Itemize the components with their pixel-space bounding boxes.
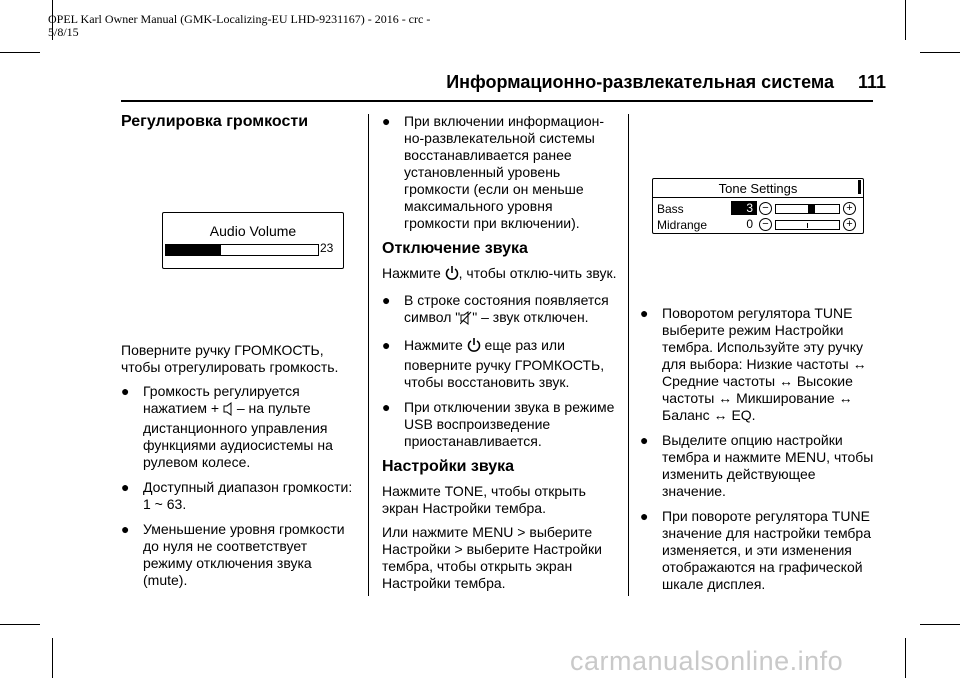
crop-mark [905,0,906,40]
column-divider [368,114,369,596]
tone-slider [775,220,840,230]
tone-settings-title: Tone Settings [718,181,798,196]
section-heading-tone: Настройки звука [382,458,515,475]
crop-mark [0,624,40,625]
scroll-indicator [858,180,861,194]
power-icon [445,265,459,285]
crop-mark [920,52,960,53]
mute-text: Нажмите [382,265,445,281]
list-item [640,508,875,593]
bullet-text: Нажмите [404,337,467,353]
print-metadata-line1: OPEL Karl Owner Manual (GMK-Localizing-EU LHD-9231167) - 2016 - crc - [48,12,431,26]
bullet-dot: ● [121,479,130,495]
minus-icon: − [759,202,772,215]
tone-row-midrange [653,217,863,233]
bullet-dot: ● [382,292,391,308]
bullet-text: Уменьшение уровня громкости до нуля не соответствует режиму отключения звука (mute). [143,521,345,588]
list-item [382,337,618,391]
volume-value: 23 [320,241,334,255]
tone-row-value: 3 [731,201,757,215]
bullet-text: Поворотом регулятора TUNE выберите режим Настройки тембра. Используйте эту ручку для выбора: Низкие частоты ↔ Средние частоты ↔ Высокие частоты ↔ Микширование ↔ Баланс ↔ EQ. [662,305,867,423]
watermark: carmanualsonline.info [570,646,844,676]
list-item [382,113,618,232]
tone-row-value: 0 [746,217,753,231]
bullet-text: " – звук отключен. [472,309,589,325]
bullet-dot: ● [121,521,130,537]
tone-paragraph: Или нажмите MENU > выберите Настройки > выберите Настройки тембра, чтобы открыть экран Настройки тембра. [382,524,602,591]
list-item [121,479,356,513]
page-header [446,72,886,93]
bullet-dot: ● [640,508,649,524]
column-3-body [640,305,875,601]
bullet-dot: ● [382,337,391,353]
print-metadata-line2: 5/8/15 [48,25,79,39]
column-1 [121,113,356,138]
header-rule [121,100,873,102]
bullet-text: При включении информацион-но-развлекательной системы восстанавливается ранее установленный уровень громкости (если он меньше максимального уровня громкости при включении). [404,113,605,231]
list-item [121,383,356,471]
section-heading-mute: Отключение звука [382,240,528,257]
list-item [382,399,618,450]
mute-instruction [382,265,618,285]
mute-text: , чтобы отклю-чить звук. [458,265,617,281]
bullet-dot: ● [382,113,391,129]
mute-icon [460,311,472,329]
bullet-text: Выделите опцию настройки тембра и нажмите MENU, чтобы изменить действующее значение. [662,432,874,499]
list-item [640,305,875,424]
tone-settings-screen [652,178,864,234]
page-number: 111 [857,72,886,92]
audio-volume-screen [162,212,344,269]
minus-icon: − [759,218,772,231]
section-heading-volume: Регулировка громкости [121,113,309,130]
bullet-dot: ● [640,305,649,321]
tone-row-bass [653,201,863,217]
bullet-dot: ● [640,432,649,448]
print-metadata [48,13,430,39]
list-item [640,432,875,500]
bullet-dot: ● [121,383,130,399]
bullet-text: Доступный диапазон громкости: 1 ~ 63. [143,479,353,512]
section-title: Информационно-развлекательная система [446,72,834,92]
column-2 [382,113,618,599]
crop-mark [905,638,906,678]
list-item [121,521,356,589]
bullet-text: – на пульте дистанционного управления функциями аудиосистемы на рулевом колесе. [143,400,333,470]
bullet-text: В строке состояния появляется символ " [404,292,609,325]
bullet-text: При отключении звука в режиме USB воспроизведение приостанавливается. [404,399,615,449]
tone-row-label: Midrange [657,218,708,232]
bullet-text: При повороте регулятора TUNE значение для настройки тембра изменяется, и эти изменения отображаются на графической шкале дисплея. [662,508,872,592]
volume-bar-fill [166,245,221,255]
tone-row-label: Bass [657,202,684,216]
plus-icon: + [843,218,856,231]
crop-mark [920,624,960,625]
column-divider [628,114,629,596]
slider-knob [808,205,815,213]
screen-divider [653,197,863,198]
list-item [382,292,618,329]
column-1-body [121,342,356,597]
audio-volume-title: Audio Volume [209,223,297,239]
speaker-icon [223,402,233,420]
power-icon [467,337,481,357]
bullet-text: Громкость регулируется нажатием + [143,383,300,416]
tone-paragraph: Нажмите TONE, чтобы открыть экран Настройки тембра. [382,483,586,516]
slider-center-tick [807,223,808,228]
volume-intro: Поверните ручку ГРОМКОСТЬ, чтобы отрегулировать громкость. [121,342,339,375]
bullet-dot: ● [382,399,391,415]
crop-mark [52,638,53,678]
tone-slider [775,204,840,214]
crop-mark [0,52,40,53]
bullet-text: еще раз или поверните ручку ГРОМКОСТЬ, чтобы восстановить звук. [404,337,605,390]
volume-bar [165,244,319,256]
plus-icon: + [843,202,856,215]
